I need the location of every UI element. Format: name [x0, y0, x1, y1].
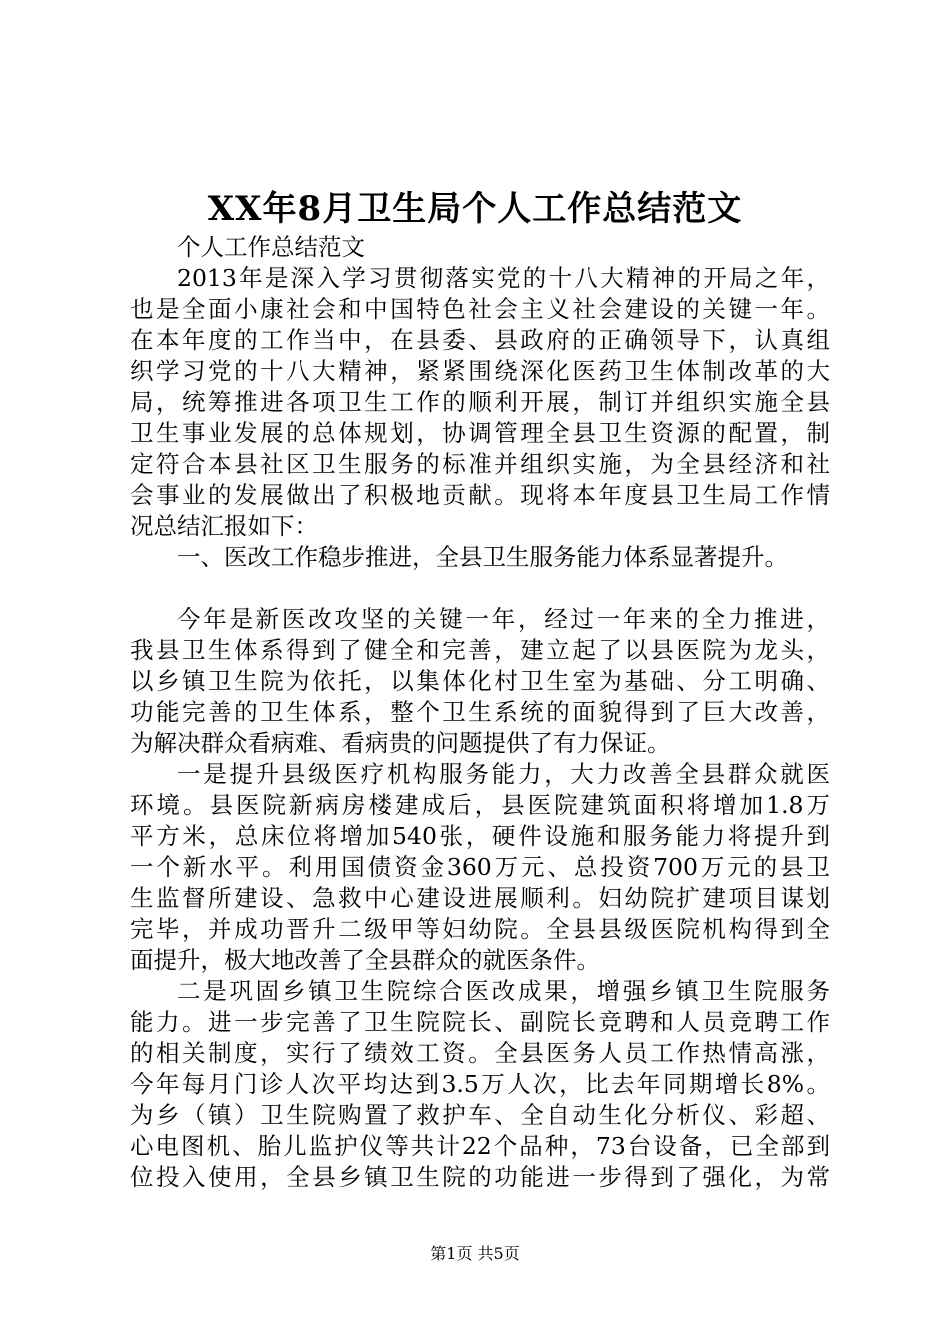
- paragraph-line: 也是全面小康社会和中国特色社会主义社会建设的关键一年。: [130, 295, 830, 323]
- paragraph-line: 一是提升县级医疗机构服务能力，大力改善全县群众就医: [177, 760, 830, 788]
- paragraph-line: 卫生事业发展的总体规划，协调管理全县卫生资源的配置，制: [130, 419, 830, 447]
- paragraph-line: 心电图机、胎儿监护仪等共计22个品种，73台设备，已全部到: [130, 1132, 830, 1160]
- blank-line: [130, 573, 830, 604]
- paragraph-line: 的相关制度，实行了绩效工资。全县医务人员工作热情高涨，: [130, 1039, 830, 1067]
- page-footer: 第1页 共5页: [430, 1244, 520, 1263]
- paragraph-line: 平方米，总床位将增加540张，硬件设施和服务能力将提升到: [130, 822, 830, 850]
- document-body: [130, 232, 830, 1193]
- paragraph-line: 能力。进一步完善了卫生院院长、副院长竞聘和人员竞聘工作: [130, 1008, 830, 1036]
- paragraph-line: 个人工作总结范文: [177, 233, 365, 261]
- paragraph-line: 为解决群众看病难、看病贵的问题提供了有力保证。: [130, 729, 671, 757]
- paragraph-line: 面提升，极大地改善了全县群众的就医条件。: [130, 946, 600, 974]
- document-title: XX年8月卫生局个人工作总结范文: [207, 189, 743, 229]
- paragraph-line: 完毕，并成功晋升二级甲等妇幼院。全县县级医院机构得到全: [130, 915, 830, 943]
- paragraph-line: 环境。县医院新病房楼建成后，县医院建筑面积将增加1.8万: [130, 791, 830, 819]
- paragraph-line: 功能完善的卫生体系，整个卫生系统的面貌得到了巨大改善，: [130, 698, 830, 726]
- paragraph-line: 二是巩固乡镇卫生院综合医改成果，增强乡镇卫生院服务: [177, 977, 830, 1005]
- paragraph-line: 今年是新医改攻坚的关键一年，经过一年来的全力推进，: [177, 605, 830, 633]
- paragraph-line: 为乡（镇）卫生院购置了救护车、全自动生化分析仪、彩超、: [130, 1101, 830, 1129]
- paragraph-line: 一、医改工作稳步推进，全县卫生服务能力体系显著提升。: [177, 543, 788, 571]
- paragraph-line: 生监督所建设、急救中心建设进展顺利。妇幼院扩建项目谋划: [130, 884, 830, 912]
- paragraph-line: 况总结汇报如下：: [130, 512, 318, 540]
- paragraph-line: 我县卫生体系得到了健全和完善，建立起了以县医院为龙头，: [130, 636, 830, 664]
- paragraph-line: 以乡镇卫生院为依托，以集体化村卫生室为基础、分工明确、: [130, 667, 830, 695]
- paragraph-line: 2013年是深入学习贯彻落实党的十八大精神的开局之年，: [177, 264, 830, 292]
- paragraph-line: 织学习党的十八大精神，紧紧围绕深化医药卫生体制改革的大: [130, 357, 830, 385]
- paragraph-line: 位投入使用，全县乡镇卫生院的功能进一步得到了强化，为常: [130, 1163, 830, 1191]
- paragraph-line: 今年每月门诊人次平均达到3.5万人次，比去年同期增长8%。: [130, 1070, 830, 1098]
- paragraph-line: 一个新水平。利用国债资金360万元、总投资700万元的县卫: [130, 853, 830, 881]
- paragraph-line: 定符合本县社区卫生服务的标准并组织实施，为全县经济和社: [130, 450, 830, 478]
- paragraph-line: 在本年度的工作当中，在县委、县政府的正确领导下，认真组: [130, 326, 830, 354]
- paragraph-line: 会事业的发展做出了积极地贡献。现将本年度县卫生局工作情: [130, 481, 830, 509]
- paragraph-line: 局，统筹推进各项卫生工作的顺利开展，制订并组织实施全县: [130, 388, 830, 416]
